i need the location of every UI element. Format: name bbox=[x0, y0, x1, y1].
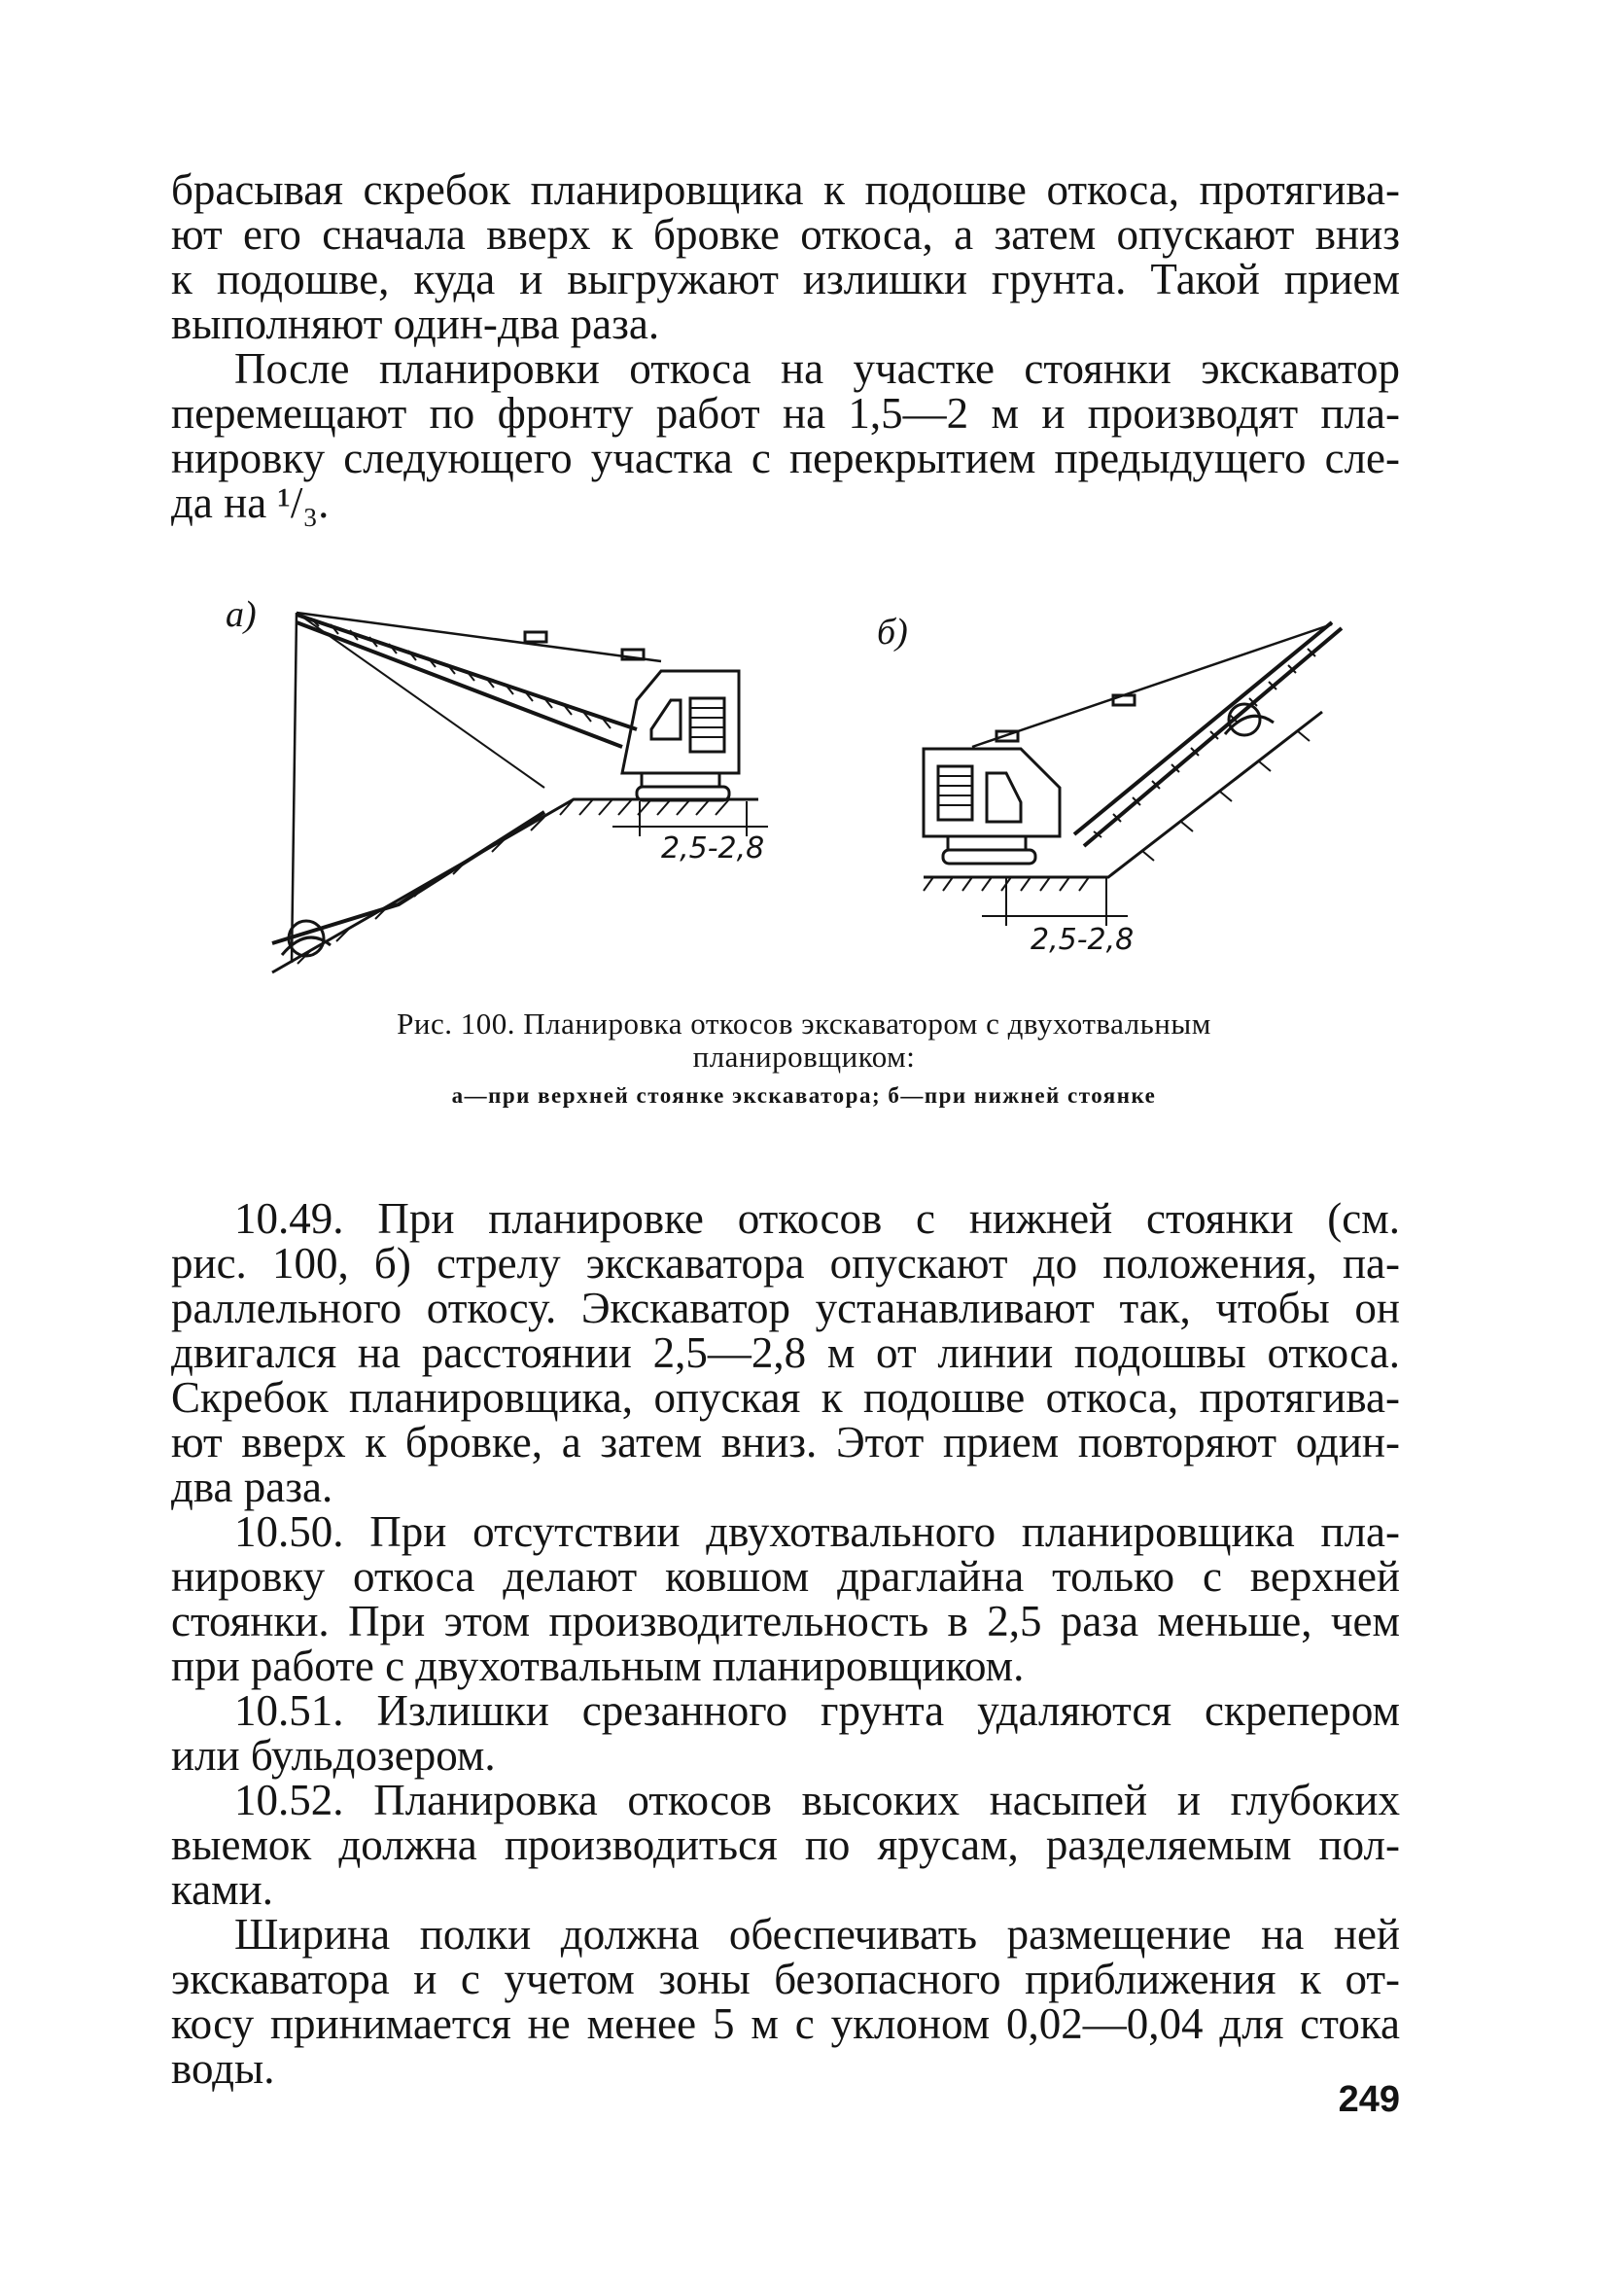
text-line: нировку следующего участка с перекрытием предыдущего сле- bbox=[171, 434, 1400, 482]
text-line: стоянки. При этом производительность в 2,5 раза меньше, чем bbox=[171, 1597, 1400, 1645]
section-10-51 bbox=[171, 1688, 1400, 1778]
excavator-lower-stand-drawing bbox=[914, 622, 1361, 992]
paragraph-shelf-width bbox=[171, 1912, 1400, 2091]
text-line: раллельного откосу. Экскаватор устанавливают так, чтобы он bbox=[171, 1284, 1400, 1332]
text-line: воды. bbox=[171, 2044, 275, 2093]
text-line: или бульдозером. bbox=[171, 1731, 496, 1780]
section-10-52 bbox=[171, 1778, 1400, 1912]
text-line: выемок должна производиться по ярусам, разделяемым пол- bbox=[171, 1820, 1400, 1869]
text-line: Ширина полки должна обеспечивать размещение на ней bbox=[234, 1910, 1400, 1959]
paragraph-after-planning bbox=[171, 346, 1400, 525]
text-line: 10.51. Излишки срезанного грунта удаляются скрепером bbox=[234, 1686, 1400, 1735]
text-line: ками. bbox=[171, 1865, 273, 1914]
text-line: выполняют один-два раза. bbox=[171, 300, 660, 348]
text-line: ют его сначала вверх к бровке откоса, а затем опускают вниз bbox=[171, 210, 1400, 259]
text-line: Скребок планировщика, опуская к подошве откоса, протягива- bbox=[171, 1373, 1400, 1422]
text-line: нировку откоса делают ковшом драглайна только с верхней bbox=[171, 1552, 1400, 1601]
text-line: при работе с двухотвальным планировщиком. bbox=[171, 1642, 1025, 1690]
text-line: двигался на расстоянии 2,5—2,8 м от линии подошвы откоса. bbox=[171, 1328, 1400, 1377]
text-line: экскаватора и с учетом зоны безопасного приближения к от- bbox=[171, 1955, 1400, 2003]
section-10-50 bbox=[171, 1509, 1400, 1688]
text-line: да на ¹/₃. bbox=[171, 478, 330, 527]
figure-caption-subtitle: а—при верхней стоянке экскаватора; б—при нижней стоянке bbox=[451, 1083, 1157, 1108]
figure-caption-line-1: Рис. 100. Планировка откосов экскаватором с двухотвальным bbox=[397, 1007, 1211, 1041]
dimension-label-b: 2,5-2,8 bbox=[1031, 923, 1135, 957]
figure-label-a: а) bbox=[226, 594, 257, 635]
text-line: 10.49. При планировке откосов с нижней стоянки (см. bbox=[234, 1194, 1400, 1243]
text-line: 10.50. При отсутствии двухотвального планировщика пла- bbox=[234, 1507, 1400, 1556]
text-line: 10.52. Планировка откосов высоких насыпей и глубоких bbox=[234, 1776, 1400, 1824]
text-line: ют вверх к бровке, а затем вниз. Этот прием повторяют один- bbox=[171, 1418, 1400, 1466]
text-line: к подошве, куда и выгружают излишки грунта. Такой прием bbox=[171, 255, 1400, 303]
page-number: 249 bbox=[1338, 2079, 1400, 2120]
dimension-label-a: 2,5-2,8 bbox=[661, 831, 765, 865]
text-line: перемещают по фронту работ на 1,5—2 м и производят пла- bbox=[171, 389, 1400, 438]
text-line: брасывая скребок планировщика к подошве откоса, протягива- bbox=[171, 165, 1400, 214]
section-10-49 bbox=[171, 1196, 1400, 1509]
figure-caption-line-2: планировщиком: bbox=[692, 1040, 916, 1074]
text-line: рис. 100, б) стрелу экскаватора опускают до положения, па- bbox=[171, 1239, 1400, 1288]
text-line: После планировки откоса на участке стоянки экскаватор bbox=[234, 344, 1400, 393]
excavator-upper-stand-drawing bbox=[253, 583, 778, 992]
text-line: косу принимается не менее 5 м с уклоном 0,02—0,04 для стока bbox=[171, 1999, 1400, 2048]
figure-label-b: б) bbox=[877, 612, 908, 653]
text-line: два раза. bbox=[171, 1463, 333, 1511]
paragraph-continuation bbox=[171, 167, 1400, 346]
